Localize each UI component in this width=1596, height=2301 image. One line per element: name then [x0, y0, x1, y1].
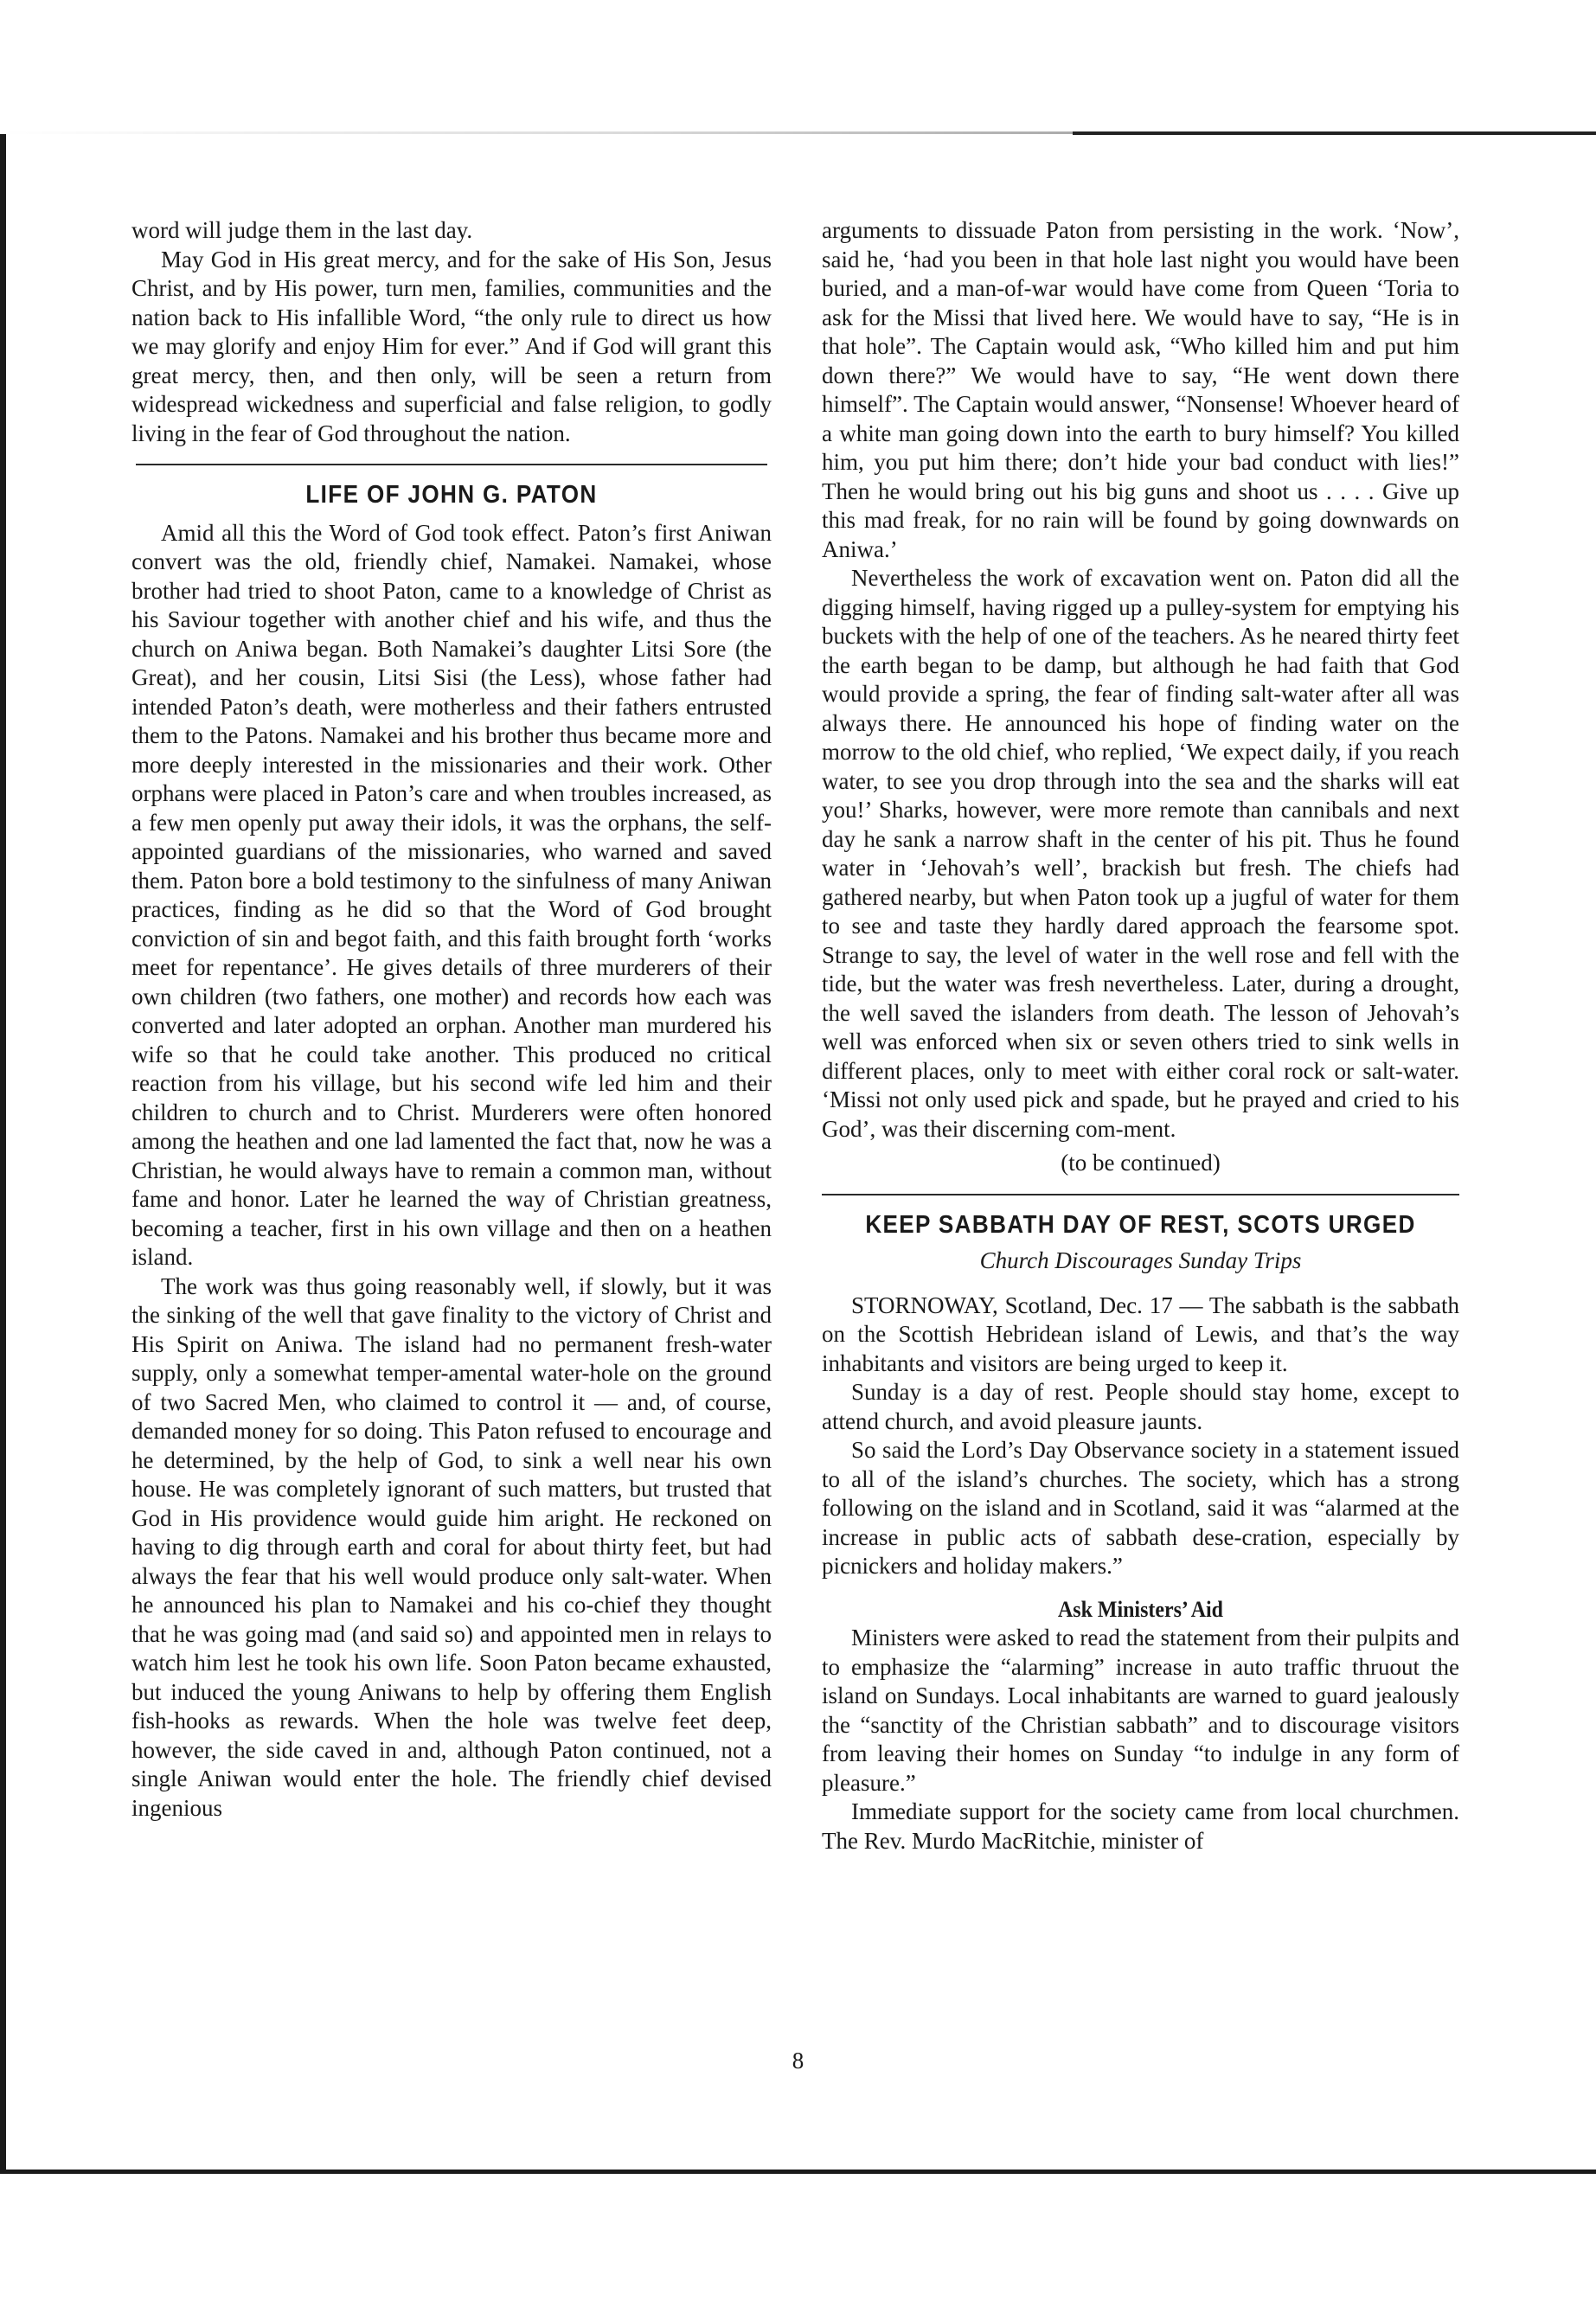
intro-paragraph: word will judge them in the last day. — [131, 217, 473, 243]
continued-note: (to be continued) — [1061, 1150, 1221, 1176]
left-column — [131, 216, 772, 1823]
article-paragraph: Ministers were asked to read the statement from their pulpits and to emphasize the “alarming” increase in auto traffic thruout the island on Sundays. Local inhabitants are warned to guard jealously the “sanctity of the Christian sabbath” and to discourage visitors from leaving their homes on Sunday “to indulge in any form of pleasure.” — [822, 1625, 1459, 1796]
article-subtitle: Church Discourages Sunday Trips — [979, 1247, 1302, 1273]
article-divider — [822, 1194, 1459, 1195]
article-paragraph: Immediate support for the society came from local churchmen. The Rev. Murdo MacRitchie, minister of — [822, 1798, 1459, 1854]
section-title: LIFE OF JOHN G. PATON — [305, 481, 598, 509]
intro-paragraph: May God in His great mercy, and for the sake of His Son, Jesus Christ, and by His power, turn men, families, communities and the nation back to His infallible Word, “the only rule to direct us how we may glorify and enjoy Him for ever.” And if God will grant this great mercy, then, and then only, will be seen a return from widespread wickedness and superficial and false religion, to godly living in the fear of God throughout the nation. — [131, 246, 772, 446]
article-paragraph: STORNOWAY, Scotland, Dec. 17 — The sabbath is the sabbath on the Scottish Hebridean island of Lewis, and that’s the way inhabitants and visitors are being urged to keep it. — [822, 1292, 1459, 1376]
body-paragraph: Nevertheless the work of excavation went on. Paton did all the digging himself, having rigged up a pulley-system for emptying his buckets with the help of one of the teachers. As he neared thirty feet the earth began to be damp, but although he had faith that God would provide a spring, the fear of finding salt-water after all was always there. He announced his hope of finding water on the morrow to the old chief, who replied, ‘We expect daily, if you reach water, to see you drop through into the sea and the sharks will eat you!’ Sharks, however, were more remote than cannibals and next day he sank a narrow shaft in the center of his pit. Thus he found water in ‘Jehovah’s well’, brackish but fresh. The chiefs had gathered nearby, but when Paton took up a jugful of water for them to see and taste they hardly dared approach the fearsome spot. Strange to say, the level of water in the well rose and fell with the tide, but the water was fresh nevertheless. Later, during a drought, the well saved the islanders from death. The lesson of Jehovah’s well was enforced when six or seven others tried to sink wells in different places, only to meet with either coral rock or salt-water. ‘Missi not only used pick and spade, but he prayed and cried to his God’, was their discerning com-ment. — [822, 565, 1459, 1142]
right-column — [822, 216, 1459, 1856]
page-edge-top-dark — [1073, 131, 1596, 135]
article-subhead: Ask Ministers’ Aid — [1058, 1596, 1223, 1622]
page-edge-left — [0, 134, 6, 2171]
article-paragraph: Sunday is a day of rest. People should stay home, except to attend church, and avoid pleasure jaunts. — [822, 1379, 1459, 1434]
body-paragraph: Amid all this the Word of God took effect. Paton’s first Aniwan convert was the old, friendly chief, Namakei. Namakei, whose brother had tried to shoot Paton, came to a knowledge of Christ as his Saviour together with another chief and his wife, and thus the church on Aniwa began. Both Namakei’s daughter Litsi Sore (the Great), and her cousin, Litsi Sisi (the Less), whose father had intended Paton’s death, were motherless and their fathers entrusted them to the Patons. Namakei and his brother thus became more and more deeply interested in the missionaries and their work. Other orphans were placed in Paton’s care and when troubles increased, as a few men openly put away their idols, it was the orphans, the self-appointed guardians of the missionaries, who warned and saved them. Paton bore a bold testimony to the sinfulness of many Aniwan practices, finding as he did so that the Word of God brought conviction of sin and begot faith, and this faith brought forth ‘works meet for repentance’. He gives details of three murderers of their own children (two fathers, one mother) and records how each was converted and later adopted an orphan. Another man murdered his wife so that he could take another. This produced no critical reaction from his village, but his second wife led him and their children to church and to Christ. Murderers were often honored among the heathen and one lad lamented the fact that, now he was a Christian, he would always have to remain a common man, without fame and honor. Later he learned the way of Christian greatness, becoming a teacher, first in his own village and then on a heathen island. — [131, 519, 772, 1270]
article-paragraph: So said the Lord’s Day Observance society in a statement issued to all of the island’s churches. The society, which has a strong following on the island and in Scotland, said it was “alarmed at the increase in public acts of sabbath dese-cration, especially by picnickers and holiday makers.” — [822, 1437, 1459, 1579]
body-paragraph: The work was thus going reasonably well, if slowly, but it was the sinking of the well that gave finality to the victory of Christ and His Spirit on Aniwa. The island had no permanent fresh-water supply, only a somewhat temper-amental water-hole on the ground of two Sacred Men, who claimed to control it — and, of course, demanded money for so doing. This Paton refused to encourage and he determined, by the help of God, to sink a well near his own house. He was completely ignorant of such matters, but trusted that God in His providence would guide him aright. He reckoned on having to dig through earth and coral for about thirty feet, but had always the fear that his well would produce only salt-water. When he announced his plan to Namakei and his co-chief they thought that he was going mad (and said so) and appointed men in relays to watch him lest he took his own life. Soon Paton became exhausted, but induced the young Aniwans to help by offering them English fish-hooks as rewards. When the hole was twelve feet deep, however, the side caved in and, although Paton continued, not a single Aniwan would enter the hole. The friendly chief devised ingenious — [131, 1272, 772, 1821]
article-title: KEEP SABBATH DAY OF REST, SCOTS URGED — [865, 1210, 1416, 1239]
section-divider — [136, 464, 767, 465]
body-paragraph: arguments to dissuade Paton from persisting in the work. ‘Now’, said he, ‘had you been in that hole last night you would have been buried, and a man-of-war would have come from Queen ‘Toria to ask for the Missi that lived here. We would have to say, “He is in that hole”. The Captain would ask, “Who killed him and put him down there?” We would have to say, “He went down there himself”. The Captain would answer, “Nonsense! Whoever heard of a white man going down into the earth to bury himself? You killed him, you put him there; don’t hide your bad conduct with lies!” Then he would bring out his big guns and shoot us . . . . Give up this mad freak, for no rain will be found by going downwards on Aniwa.’ — [822, 217, 1459, 562]
page-edge-bottom — [0, 2170, 1596, 2174]
page-number: 8 — [792, 2048, 804, 2073]
